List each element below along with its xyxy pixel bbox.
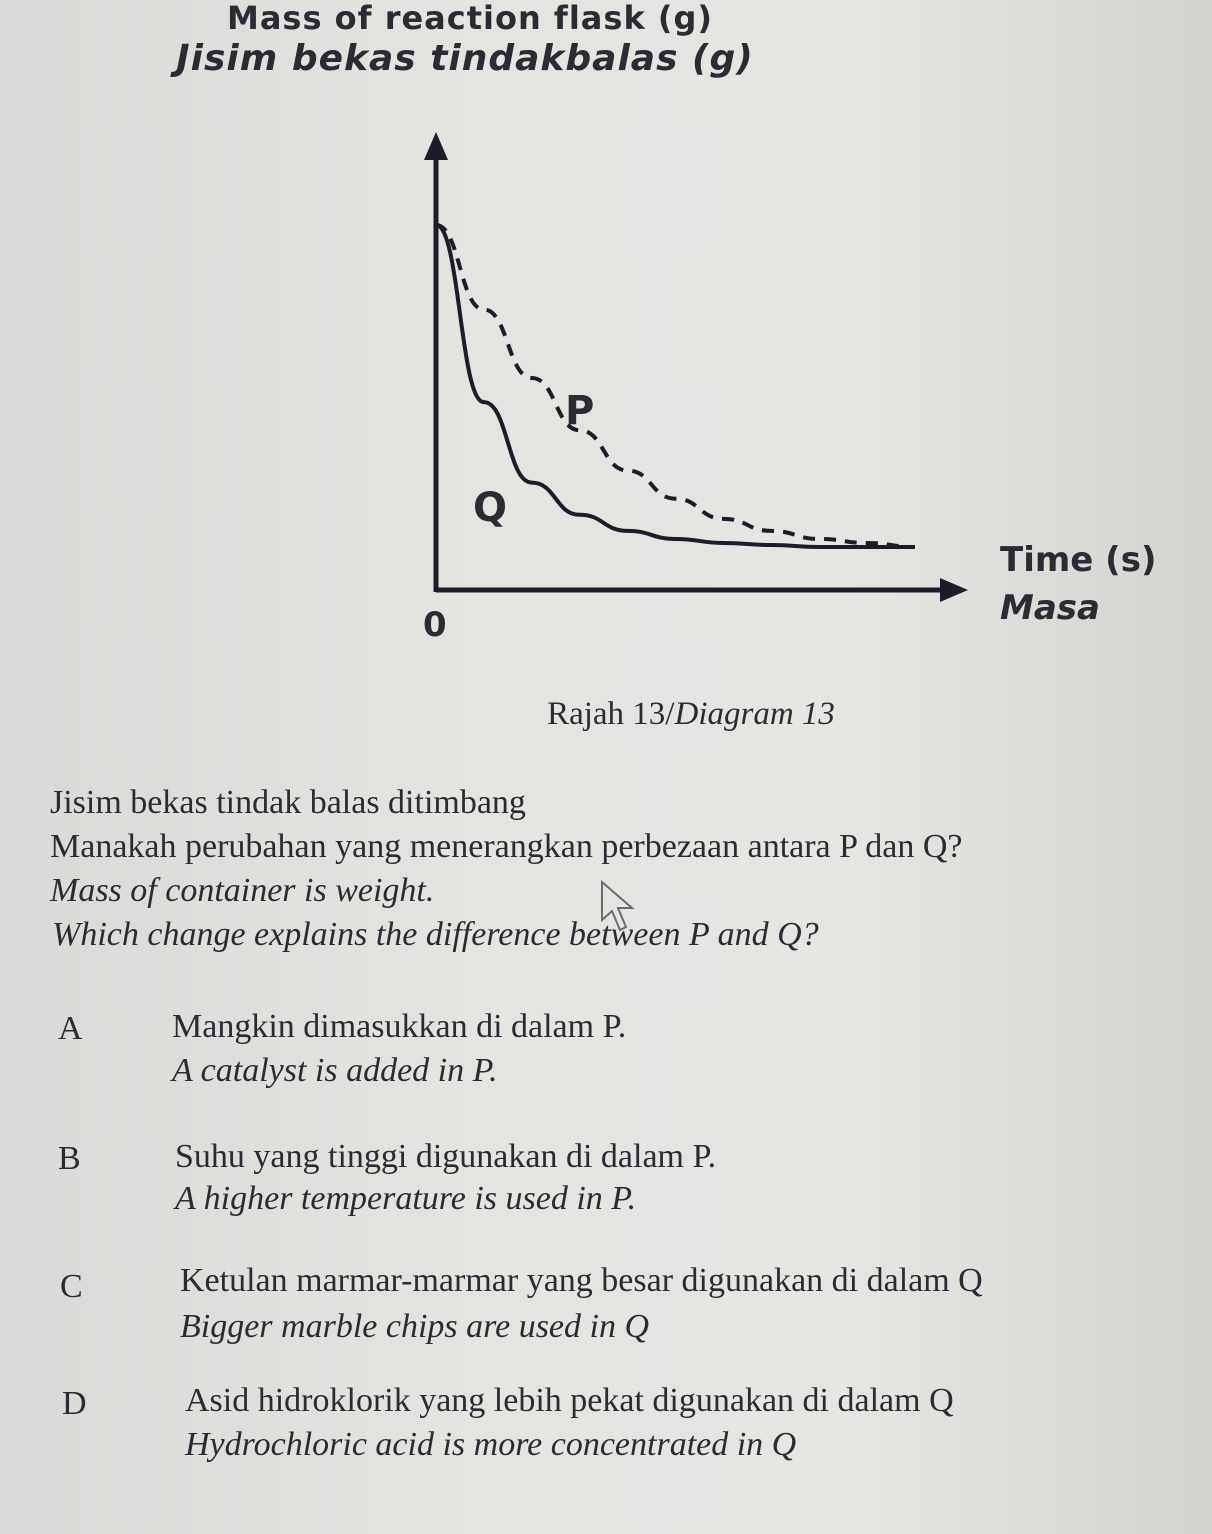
origin-label: 0: [423, 605, 447, 645]
y-axis-label-malay: Jisim bekas tindakbalas (g): [176, 38, 754, 79]
caption-malay: Rajah 13/: [547, 696, 675, 732]
y-axis-arrow-icon: [424, 132, 448, 160]
y-axis-label-english: Mass of reaction flask (g): [226, 0, 714, 37]
option-b-malay[interactable]: Suhu yang tinggi digunakan di dalam P.: [175, 1138, 717, 1175]
series-label-p: P: [565, 388, 595, 434]
option-a-malay[interactable]: Mangkin dimasukkan di dalam P.: [172, 1008, 627, 1045]
option-d-english[interactable]: Hydrochloric acid is more concentrated in Q: [185, 1426, 797, 1463]
diagram-caption: [0, 696, 1212, 733]
option-a-letter[interactable]: A: [58, 1010, 83, 1047]
question-line-english-1: Mass of container is weight.: [50, 872, 435, 909]
question-line-malay-2: Manakah perubahan yang menerangkan perbezaan antara P dan Q?: [50, 828, 963, 865]
mouse-cursor-icon: [600, 880, 650, 936]
x-axis-label-english: Time (s): [1000, 540, 1157, 580]
option-b-letter[interactable]: B: [58, 1140, 81, 1177]
option-a-english[interactable]: A catalyst is added in P.: [172, 1052, 498, 1089]
option-d-malay[interactable]: Asid hidroklorik yang lebih pekat digunakan di dalam Q: [185, 1382, 954, 1419]
x-axis-arrow-icon: [940, 578, 968, 602]
question-line-malay-1: Jisim bekas tindak balas ditimbang: [50, 784, 526, 821]
series-label-q: Q: [473, 485, 508, 531]
option-c-malay[interactable]: Ketulan marmar-marmar yang besar digunakan di dalam Q: [180, 1262, 983, 1299]
option-c-letter[interactable]: C: [60, 1268, 83, 1305]
option-b-english[interactable]: A higher temperature is used in P.: [175, 1180, 637, 1217]
x-axis-label-malay: Masa: [1000, 588, 1100, 628]
option-c-english[interactable]: Bigger marble chips are used in Q: [180, 1308, 650, 1345]
series-line-p: [436, 225, 915, 547]
question-line-english-2: Which change explains the difference between P and Q?: [52, 916, 819, 953]
option-d-letter[interactable]: D: [62, 1385, 87, 1422]
caption-english: Diagram 13: [674, 696, 835, 732]
